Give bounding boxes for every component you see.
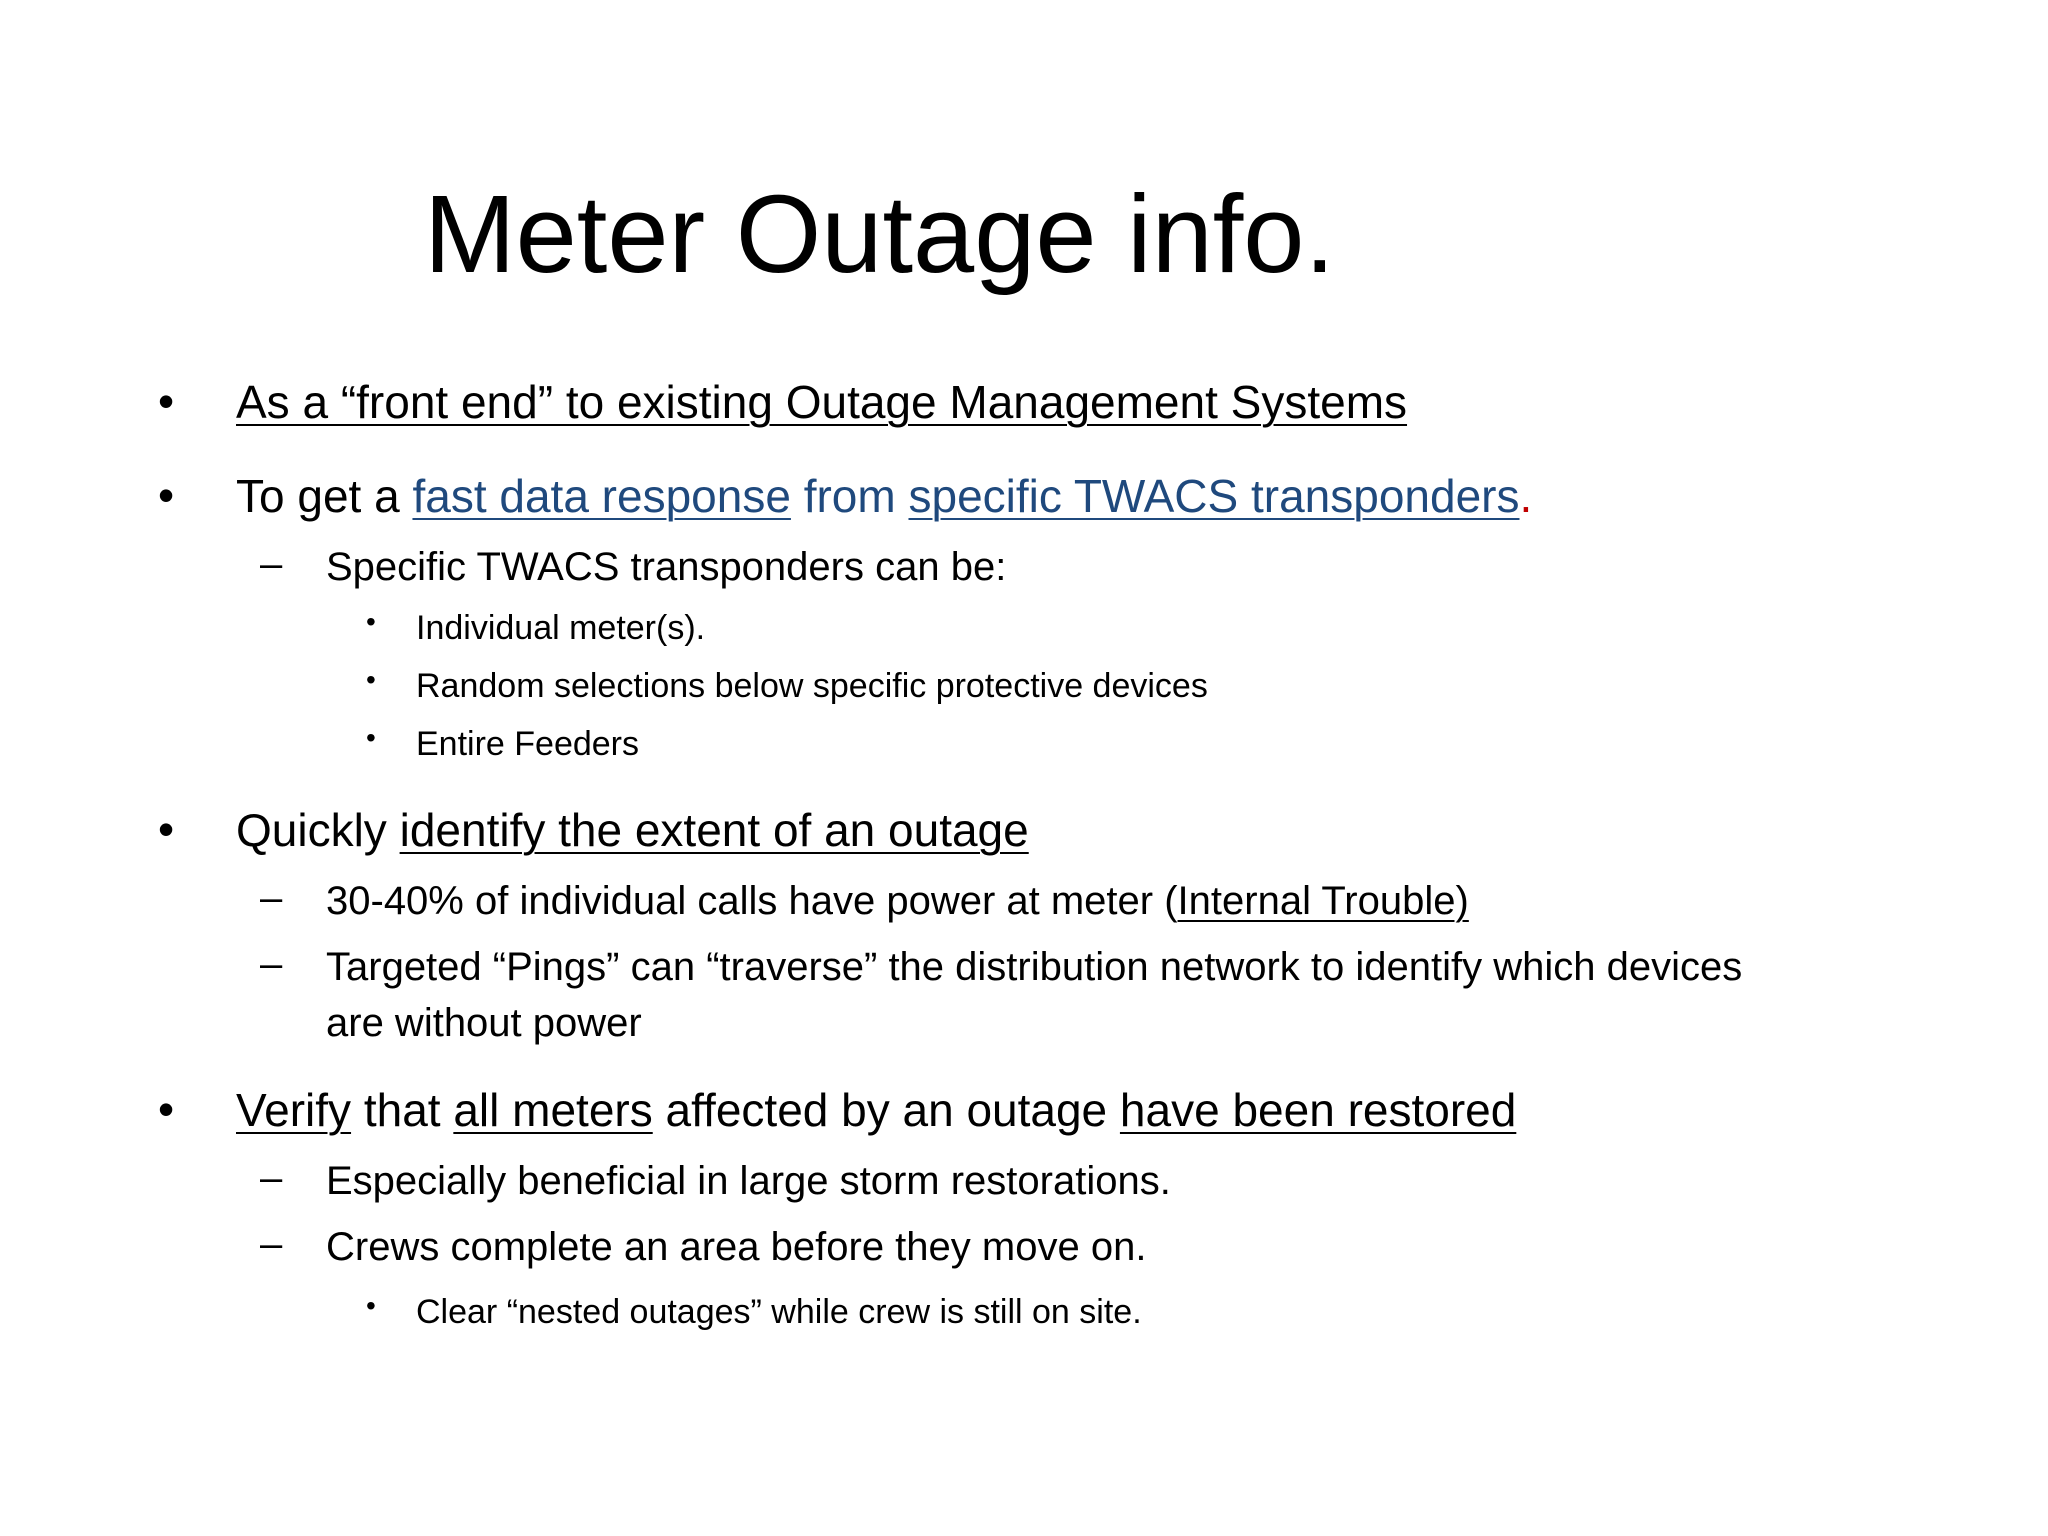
bullet-fast-data xyxy=(236,468,1532,524)
bullet-text: As a “front end” to existing Outage Management Systems xyxy=(236,376,1408,428)
underlined-text: identify the extent of an outage xyxy=(399,804,1029,856)
sub-sub-bullet: Clear “nested outages” while crew is still on site. xyxy=(416,1293,1142,1331)
bullet-text: that xyxy=(351,1084,454,1136)
sub-sub-bullet: Random selections below specific protective devices xyxy=(416,667,1208,705)
bullet-icon: • xyxy=(366,606,376,637)
dash-icon: – xyxy=(260,876,283,920)
bullet-text: Quickly xyxy=(236,804,400,856)
bullet-icon: • xyxy=(366,664,376,695)
period: . xyxy=(1519,470,1533,522)
sub-bullet-pings-cont: are without power xyxy=(326,1001,642,1045)
link-specific-twacs[interactable]: specific TWACS transponders xyxy=(908,470,1520,522)
bullet-icon: • xyxy=(158,803,175,855)
bullet-icon: • xyxy=(158,375,175,427)
bullet-icon: • xyxy=(366,722,376,753)
sub-bullet-crews: Crews complete an area before they move on. xyxy=(326,1225,1147,1269)
underlined-text: have been restored xyxy=(1119,1084,1517,1136)
bullet-identify-extent xyxy=(236,802,1029,858)
bullet-text: from xyxy=(790,470,909,522)
dash-icon: – xyxy=(260,1222,283,1266)
bullet-icon: • xyxy=(366,1290,376,1321)
sub-sub-bullet: Entire Feeders xyxy=(416,725,639,763)
bullet-text: affected by an outage xyxy=(652,1084,1120,1136)
sub-sub-bullet: Individual meter(s). xyxy=(416,609,706,647)
bullet-front-end xyxy=(236,374,1407,430)
slide-title: Meter Outage info. xyxy=(424,173,1336,296)
dash-icon: – xyxy=(260,542,283,586)
sub-bullet-pings: Targeted “Pings” can “traverse” the distribution network to identify which devices xyxy=(326,945,1743,989)
bullet-verify xyxy=(236,1082,1516,1138)
bullet-icon: • xyxy=(158,469,175,521)
underlined-text: all meters xyxy=(453,1084,653,1136)
bullet-text: To get a xyxy=(236,470,413,522)
bullet-text: 30-40% of individual calls have power at meter ( xyxy=(326,879,1178,923)
underlined-text: Internal Trouble) xyxy=(1177,879,1469,923)
dash-icon: – xyxy=(260,1156,283,1200)
bullet-icon: • xyxy=(158,1083,175,1135)
dash-icon: – xyxy=(260,942,283,986)
sub-bullet-transponders: Specific TWACS transponders can be: xyxy=(326,545,1007,589)
sub-bullet-storm: Especially beneficial in large storm restorations. xyxy=(326,1159,1171,1203)
underlined-text: Verify xyxy=(236,1084,352,1136)
link-fast-data-response[interactable]: fast data response xyxy=(412,470,791,522)
sub-bullet-calls xyxy=(326,876,1469,926)
